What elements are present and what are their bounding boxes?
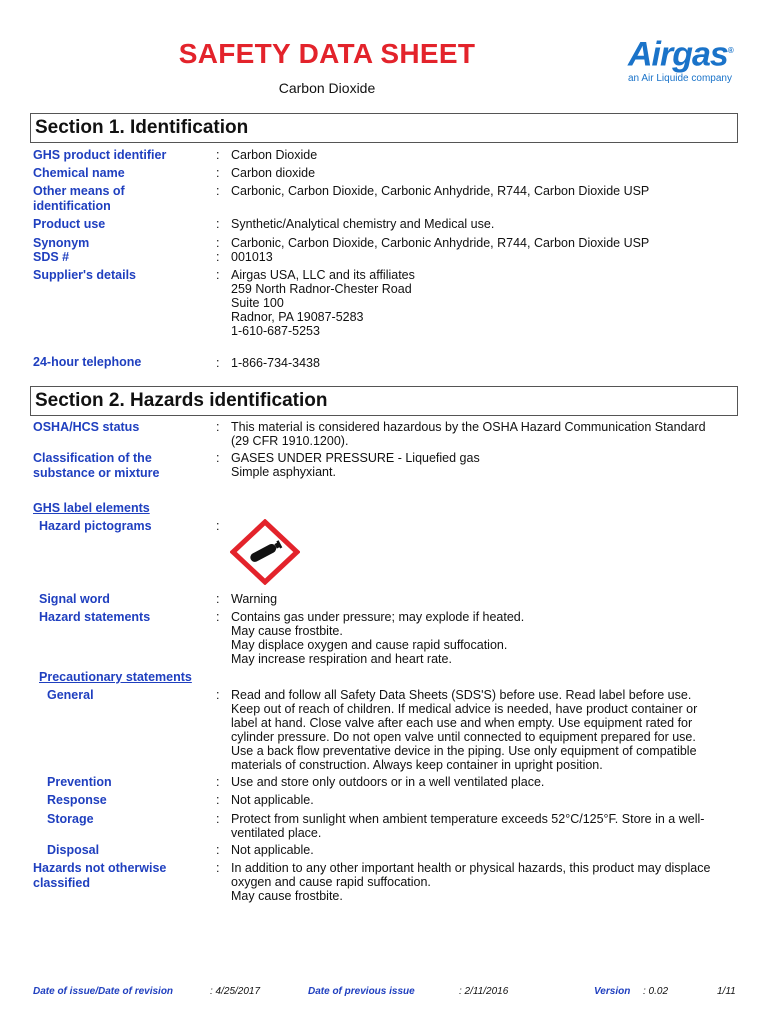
other-means-value: Carbonic, Carbon Dioxide, Carbonic Anhydride, R744, Carbon Dioxide USP [231,184,650,198]
airgas-logo [628,34,740,84]
colon: : [216,268,220,282]
signal-word-label: Signal word [39,592,110,606]
synonym-value: Carbonic, Carbon Dioxide, Carbonic Anhydride, R744, Carbon Dioxide USP [231,236,650,250]
colon: : [216,610,220,624]
response-label: Response [47,793,107,807]
footer-previous-label: Date of previous issue [308,986,415,997]
section-2-heading: Section 2. Hazards identification [30,386,738,416]
colon: : [216,688,220,702]
footer-issue-value: : 4/25/2017 [210,986,261,997]
supplier-details-value: Airgas USA, LLC and its affiliates 259 North Radnor-Chester Road Suite 100 Radnor, PA 19087-5283 1-610-687-5253 [231,268,415,338]
response-value: Not applicable. [231,793,314,807]
colon: : [216,812,220,826]
supplier-details-label: Supplier's details [33,268,137,282]
colon: : [216,519,220,533]
logo-registered-mark: ® [727,46,733,55]
prevention-label: Prevention [47,775,112,789]
colon: : [216,451,220,465]
hazard-statements-value: Contains gas under pressure; may explode if heated. May cause frostbite. May displace oxygen and cause rapid suffocation. May increase respiration and heart rate. [231,610,525,666]
logo-tagline: an Air Liquide company [628,73,732,85]
footer-previous-value: : 2/11/2016 [459,986,509,997]
logo-word: Airgas [628,35,728,74]
colon: : [216,793,220,807]
other-means-label: Other means of identification [33,184,125,213]
colon: : [216,250,220,264]
classification-value: GASES UNDER PRESSURE - Liquefied gas Simple asphyxiant. [231,451,480,479]
chemical-name-label: Chemical name [33,166,125,180]
colon: : [216,148,220,162]
signal-word-value: Warning [231,592,278,606]
general-value: Read and follow all Safety Data Sheets (SDS'S) before use. Read label before use. Keep out of reach of children. If medical advice is needed, have product container or label at hand. Close valve after each use and when empty. Use equipment rated for cylinder pressure. Do not open valve until connected to equipment prepared for use. Use a back flow preventative device in the piping. Use only equipment of compatible materials of construction. Always keep container in upright position. [231,688,698,772]
footer-page-number: 1/11 [717,986,736,997]
precautionary-statements-heading: Precautionary statements [39,670,192,684]
telephone-value: 1-866-734-3438 [231,356,320,370]
disposal-value: Not applicable. [231,843,314,857]
ghs-product-identifier-label: GHS product identifier [33,148,167,162]
synonym-label: Synonym [33,236,90,250]
chemical-name-value: Carbon dioxide [231,166,316,180]
hazard-statements-label: Hazard statements [39,610,151,624]
colon: : [216,217,220,231]
footer-version-label: Version [594,986,631,997]
colon: : [216,775,220,789]
section-1-heading: Section 1. Identification [30,113,738,143]
classification-label: Classification of the substance or mixture [33,451,160,480]
prevention-value: Use and store only outdoors or in a well ventilated place. [231,775,545,789]
osha-status-value: This material is considered hazardous by the OSHA Hazard Communication Standard (29 CFR 1910.1200). [231,420,706,448]
colon: : [216,166,220,180]
product-use-value: Synthetic/Analytical chemistry and Medical use. [231,217,495,231]
hazard-pictograms-label: Hazard pictograms [39,519,152,533]
disposal-label: Disposal [47,843,100,857]
storage-value: Protect from sunlight when ambient temperature exceeds 52°C/125°F. Store in a well- ventilated place. [231,812,705,840]
ghs-label-elements-heading: GHS label elements [33,501,150,515]
colon: : [216,420,220,434]
colon: : [216,861,220,875]
footer-version-value: : 0.02 [643,986,669,997]
colon: : [216,356,220,370]
storage-label: Storage [47,812,94,826]
ghs-product-identifier-value: Carbon Dioxide [231,148,318,162]
product-name: Carbon Dioxide [278,80,376,96]
hnoc-value: In addition to any other important health or physical hazards, this product may displace oxygen and cause rapid suffocation. May cause frostbite. [231,861,711,903]
colon: : [216,843,220,857]
footer-issue-label: Date of issue/Date of revision [33,986,174,997]
gas-cylinder-icon [230,519,300,590]
product-use-label: Product use [33,217,106,231]
hnoc-label: Hazards not otherwise classified [33,861,167,890]
sds-number-value: 001013 [231,250,273,264]
general-label: General [47,688,94,702]
document-title: SAFETY DATA SHEET [178,38,476,69]
telephone-label: 24-hour telephone [33,355,142,369]
colon: : [216,592,220,606]
colon: : [216,184,220,198]
colon: : [216,236,220,250]
sds-number-label: SDS # [33,250,70,264]
osha-status-label: OSHA/HCS status [33,420,140,434]
